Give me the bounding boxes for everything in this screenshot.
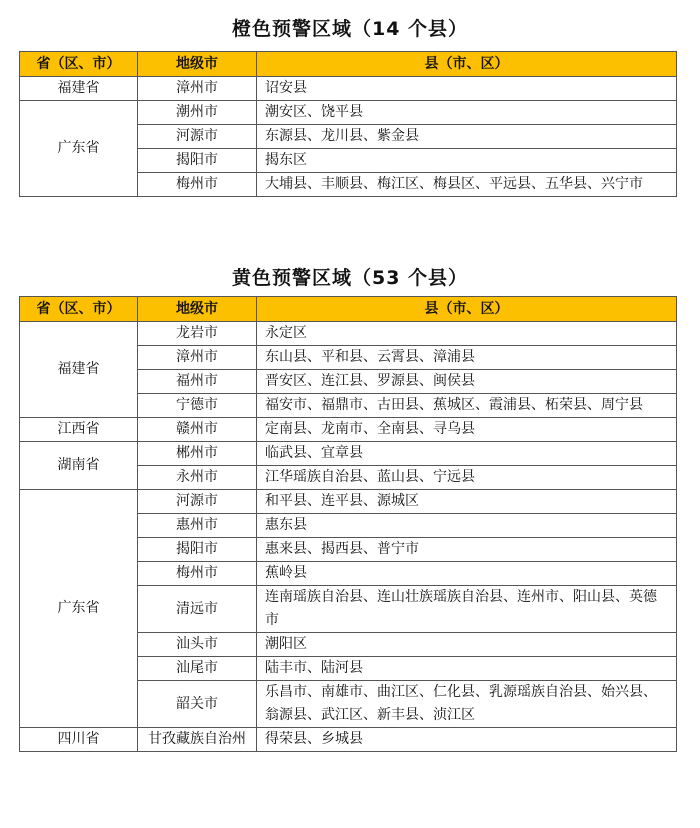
city-cell: 潮州市 [138,101,257,125]
orange-warning-table [19,51,677,197]
county-cell: 惠东县 [257,514,677,538]
province-cell: 广东省 [20,490,138,728]
header-city: 地级市 [138,297,257,322]
city-cell: 郴州市 [138,442,257,466]
county-cell: 永定区 [257,322,677,346]
city-cell: 河源市 [138,490,257,514]
province-cell: 湖南省 [20,442,138,490]
header-county: 县（市、区） [257,52,677,77]
city-cell: 韶关市 [138,681,257,728]
orange-warning-title: 橙色预警区域（14 个县） [231,18,469,40]
table-row [20,418,677,442]
table-row [20,728,677,752]
header-province: 省（区、市） [20,52,138,77]
orange-table-body [20,77,677,197]
city-cell: 揭阳市 [138,538,257,562]
city-cell: 揭阳市 [138,149,257,173]
table-row [20,77,677,101]
county-cell: 东山县、平和县、云霄县、漳浦县 [257,346,677,370]
yellow-warning-table [19,296,677,752]
province-cell: 江西省 [20,418,138,442]
city-cell: 宁德市 [138,394,257,418]
city-cell: 永州市 [138,466,257,490]
city-cell: 梅州市 [138,173,257,197]
county-cell: 连南瑶族自治县、连山壮族瑶族自治县、连州市、阳山县、英德市 [257,586,677,633]
city-cell: 赣州市 [138,418,257,442]
city-cell: 河源市 [138,125,257,149]
county-cell: 惠来县、揭西县、普宁市 [257,538,677,562]
county-cell: 临武县、宜章县 [257,442,677,466]
header-county: 县（市、区） [257,297,677,322]
county-cell: 乐昌市、南雄市、曲江区、仁化县、乳源瑶族自治县、始兴县、翁源县、武江区、新丰县、浈江区 [257,681,677,728]
city-cell: 漳州市 [138,77,257,101]
city-cell: 龙岩市 [138,322,257,346]
county-cell: 福安市、福鼎市、古田县、蕉城区、霞浦县、柘荣县、周宁县 [257,394,677,418]
table-row [20,442,677,466]
city-cell: 汕头市 [138,633,257,657]
yellow-table-body [20,322,677,752]
county-cell: 晋安区、连江县、罗源县、闽侯县 [257,370,677,394]
header-city: 地级市 [138,52,257,77]
county-cell: 和平县、连平县、源城区 [257,490,677,514]
yellow-warning-title: 黄色预警区域（53 个县） [231,267,469,289]
county-cell: 诏安县 [257,77,677,101]
city-cell: 汕尾市 [138,657,257,681]
city-cell: 漳州市 [138,346,257,370]
county-cell: 潮阳区 [257,633,677,657]
county-cell: 江华瑶族自治县、蓝山县、宁远县 [257,466,677,490]
table-row [20,101,677,125]
table-header-row [20,297,677,322]
province-cell: 四川省 [20,728,138,752]
county-cell: 东源县、龙川县、紫金县 [257,125,677,149]
city-cell: 清远市 [138,586,257,633]
province-cell: 福建省 [20,322,138,418]
province-cell: 广东省 [20,101,138,197]
county-cell: 潮安区、饶平县 [257,101,677,125]
city-cell: 惠州市 [138,514,257,538]
city-cell: 福州市 [138,370,257,394]
table-row [20,322,677,346]
province-cell: 福建省 [20,77,138,101]
city-cell: 甘孜藏族自治州 [138,728,257,752]
county-cell: 定南县、龙南市、全南县、寻乌县 [257,418,677,442]
header-province: 省（区、市） [20,297,138,322]
county-cell: 得荣县、乡城县 [257,728,677,752]
table-header-row [20,52,677,77]
county-cell: 蕉岭县 [257,562,677,586]
county-cell: 陆丰市、陆河县 [257,657,677,681]
county-cell: 揭东区 [257,149,677,173]
city-cell: 梅州市 [138,562,257,586]
table-row [20,490,677,514]
county-cell: 大埔县、丰顺县、梅江区、梅县区、平远县、五华县、兴宁市 [257,173,677,197]
